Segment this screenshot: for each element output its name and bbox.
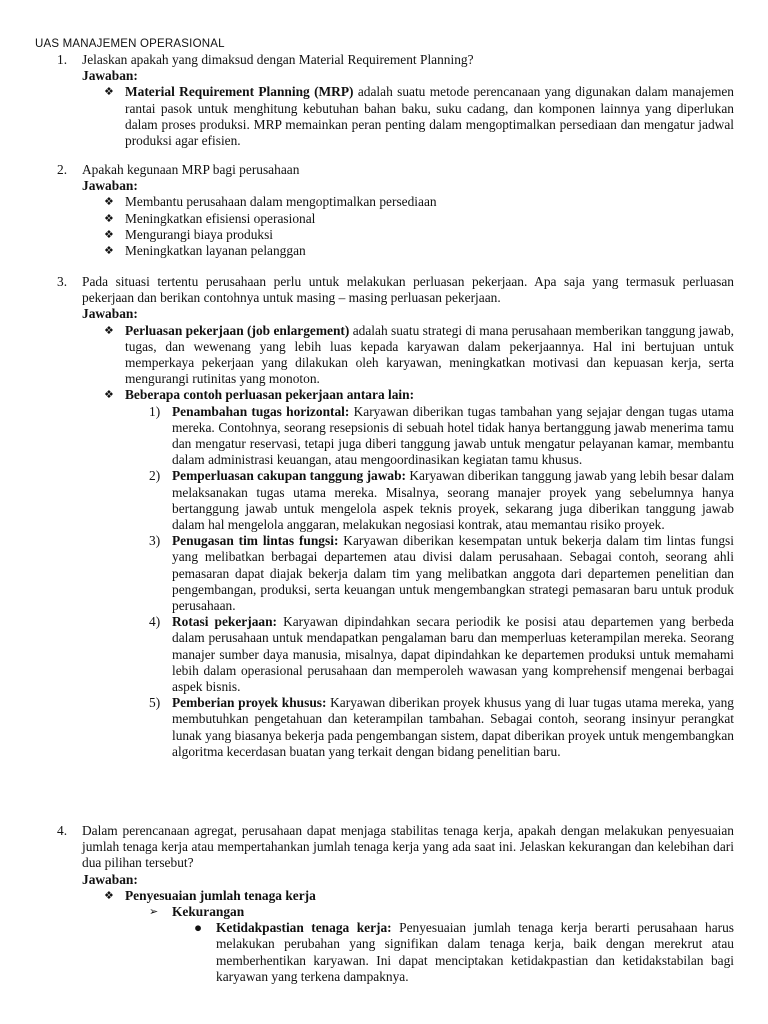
sub-heading-text: Kekurangan xyxy=(172,904,245,920)
answer-label: Jawaban: xyxy=(82,306,138,322)
bullet-text: Membantu perusahaan dalam mengoptimalkan persediaan xyxy=(125,194,437,210)
item-term: Penugasan tim lintas fungsi: xyxy=(172,533,339,549)
question-text: Dalam perencanaan agregat, perusahaan dapat menjaga stabilitas tenaga kerja, apakah dengan melakukan penyesuaian jumlah tenaga kerja atau mempertahankan jumlah tenaga kerja yang ada saat ini. Jelaskan kekurangan dan kelebihan dari dua pilihan tersebut? xyxy=(82,823,734,871)
numbered-item xyxy=(57,695,734,760)
question-number: 2. xyxy=(57,162,68,177)
item-number: 1) xyxy=(149,403,161,419)
item-term: Pemperluasan cakupan tanggung jawab: xyxy=(172,468,407,484)
bullet-term: Perluasan pekerjaan (job enlargement) xyxy=(125,322,350,338)
diamond-bullet-icon: ❖ xyxy=(104,888,114,902)
item-text: Karyawan diberikan tugas tambahan yang sejajar dengan tugas utama mereka. Contohnya, seorang resepsionis di sebuah hotel tidak hanya bertanggung jawab menerima tamu dan mengatur reservasi, tetapi juga diberi tanggung jawab untuk mengatur pelayanan kamar, membantu dalam administrasi keuangan, atau mengoordinasikan kegiatan tamu khusus. xyxy=(172,403,734,468)
question-3 xyxy=(57,274,734,760)
answer-bullet xyxy=(57,84,734,149)
question-text: Pada situasi tertentu perusahaan perlu untuk melakukan perluasan pekerjaan. Apa saja yang termasuk perluasan pekerjaan dan berikan contohnya untuk masing – masing perluasan pekerjaan. xyxy=(82,274,734,306)
question-number: 1. xyxy=(57,52,68,67)
numbered-item xyxy=(57,404,734,469)
document-header: UAS MANAJEMEN OPERASIONAL xyxy=(35,38,225,50)
question-number: 4. xyxy=(57,823,68,838)
answer-bullet xyxy=(57,323,734,388)
answer-bullet xyxy=(57,387,734,403)
answer-bullet xyxy=(57,243,734,259)
bullet-text: Meningkatkan efisiensi operasional xyxy=(125,210,316,226)
item-number: 4) xyxy=(149,614,161,630)
dot-item xyxy=(57,920,734,985)
answer-label: Jawaban: xyxy=(82,178,138,194)
item-text: Karyawan dipindahkan secara periodik ke posisi atau departemen yang berbeda dalam perusahaan untuk mendapatkan pengalaman baru dan memperluas keterampilan mereka. Seorang manajer sumber daya manusia, misalnya, dapat dipindahkan ke departemen produksi untuk memahami lebih dalam operasional perusahaan dan memperoleh wawasan yang komprehensif mengenai berbagai aspek bisnis. xyxy=(172,614,734,695)
answer-bullet xyxy=(57,194,734,210)
item-text: Karyawan diberikan tanggung jawab yang lebih besar dalam melaksanakan tugas utama mereka. Misalnya, seorang manajer proyek yang sebelumnya hanya bertanggung jawab untuk mengelola aspek teknis proyek, sekarang juga diberikan tanggung jawab dalam hal mengelola anggaran, melakukan negosiasi kontrak, atau memantau risiko proyek. xyxy=(172,468,734,533)
question-2 xyxy=(57,162,734,259)
diamond-bullet-icon: ❖ xyxy=(104,388,114,402)
bullet-term: Beberapa contoh perluasan pekerjaan antara lain: xyxy=(125,387,415,403)
bullet-text: adalah suatu metode perencanaan yang digunakan dalam manajemen rantai pasok untuk menghitung kebutuhan bahan baku, suku cadang, dan komponen lainnya yang diperlukan dalam proses produksi. MRP memainkan peran penting dalam mengoptimalkan persediaan dan mengatur jadwal produksi agar efisien. xyxy=(125,84,734,149)
diamond-bullet-icon: ❖ xyxy=(104,211,114,225)
item-term: Rotasi pekerjaan: xyxy=(172,614,277,630)
answer-bullet xyxy=(57,211,734,227)
arrow-bullet-icon: ➢ xyxy=(149,905,159,919)
item-term: Pemberian proyek khusus: xyxy=(172,695,327,711)
bullet-term: Penyesuaian jumlah tenaga kerja xyxy=(125,887,316,903)
item-number: 2) xyxy=(149,468,161,484)
numbered-item xyxy=(57,614,734,695)
question-text: Apakah kegunaan MRP bagi perusahaan xyxy=(82,162,300,177)
numbered-item xyxy=(57,468,734,533)
bullet-text: adalah suatu strategi di mana perusahaan memberikan tanggung jawab, tugas, dan wewenang yang lebih luas kepada karyawan dalam pekerjaannya. Hal ini bertujuan untuk memperkaya pekerjaan yang dilakukan oleh karyawan, meningkatkan motivasi dan kepuasan kerja, serta mengurangi rutinitas yang monoton. xyxy=(125,322,734,387)
bullet-term: Material Requirement Planning (MRP) xyxy=(125,84,354,100)
answer-bullet xyxy=(57,227,734,243)
dot-bullet-icon: ● xyxy=(194,920,203,936)
item-number: 5) xyxy=(149,695,161,711)
question-4 xyxy=(57,823,734,985)
sub-heading xyxy=(57,904,734,920)
answer-bullet xyxy=(57,888,734,904)
diamond-bullet-icon: ❖ xyxy=(104,85,114,99)
item-text: Karyawan diberikan proyek khusus yang di luar tugas utama mereka, yang membutuhkan pengetahuan dan keterampilan tambahan. Sebagai contoh, seorang insinyur perangkat lunak yang biasanya bekerja pada pengembangan sistem, dapat diberikan proyek untuk mengembangkan algoritma kecerdasan buatan yang terkait dengan bidang penelitian baru. xyxy=(172,695,734,759)
diamond-bullet-icon: ❖ xyxy=(104,244,114,258)
answer-label: Jawaban: xyxy=(82,68,138,84)
item-term: Ketidakpastian tenaga kerja: xyxy=(216,920,392,936)
diamond-bullet-icon: ❖ xyxy=(104,195,114,209)
item-term: Penambahan tugas horizontal: xyxy=(172,403,350,419)
item-text: Karyawan diberikan kesempatan untuk bekerja dalam tim lintas fungsi yang melibatkan berbagai departemen atau divisi dalam perusahaan. Sebagai contoh, seorang ahli pemasaran dapat diajak bekerja dalam tim yang melibatkan anggota dari departemen penelitian dan pengembangan, produksi, serta keuangan untuk mengembangkan strategi pemasaran baru untuk produk perusahaan. xyxy=(172,533,734,614)
item-text: Penyesuaian jumlah tenaga kerja berarti perusahaan harus melakukan perubahan yang signifikan dalam tenaga kerja, baik dengan merekrut atau memberhentikan karyawan. Ini dapat menciptakan ketidakpastian dan ketidakstabilan bagi karyawan yang terkena dampaknya. xyxy=(216,920,734,984)
question-number: 3. xyxy=(57,274,68,289)
numbered-item xyxy=(57,533,734,614)
question-1 xyxy=(57,52,734,149)
bullet-text: Mengurangi biaya produksi xyxy=(125,226,274,242)
answer-label: Jawaban: xyxy=(82,871,138,887)
question-text: Jelaskan apakah yang dimaksud dengan Material Requirement Planning? xyxy=(82,52,474,67)
item-number: 3) xyxy=(149,533,161,549)
diamond-bullet-icon: ❖ xyxy=(104,323,114,337)
diamond-bullet-icon: ❖ xyxy=(104,227,114,241)
bullet-text: Meningkatkan layanan pelanggan xyxy=(125,243,306,259)
